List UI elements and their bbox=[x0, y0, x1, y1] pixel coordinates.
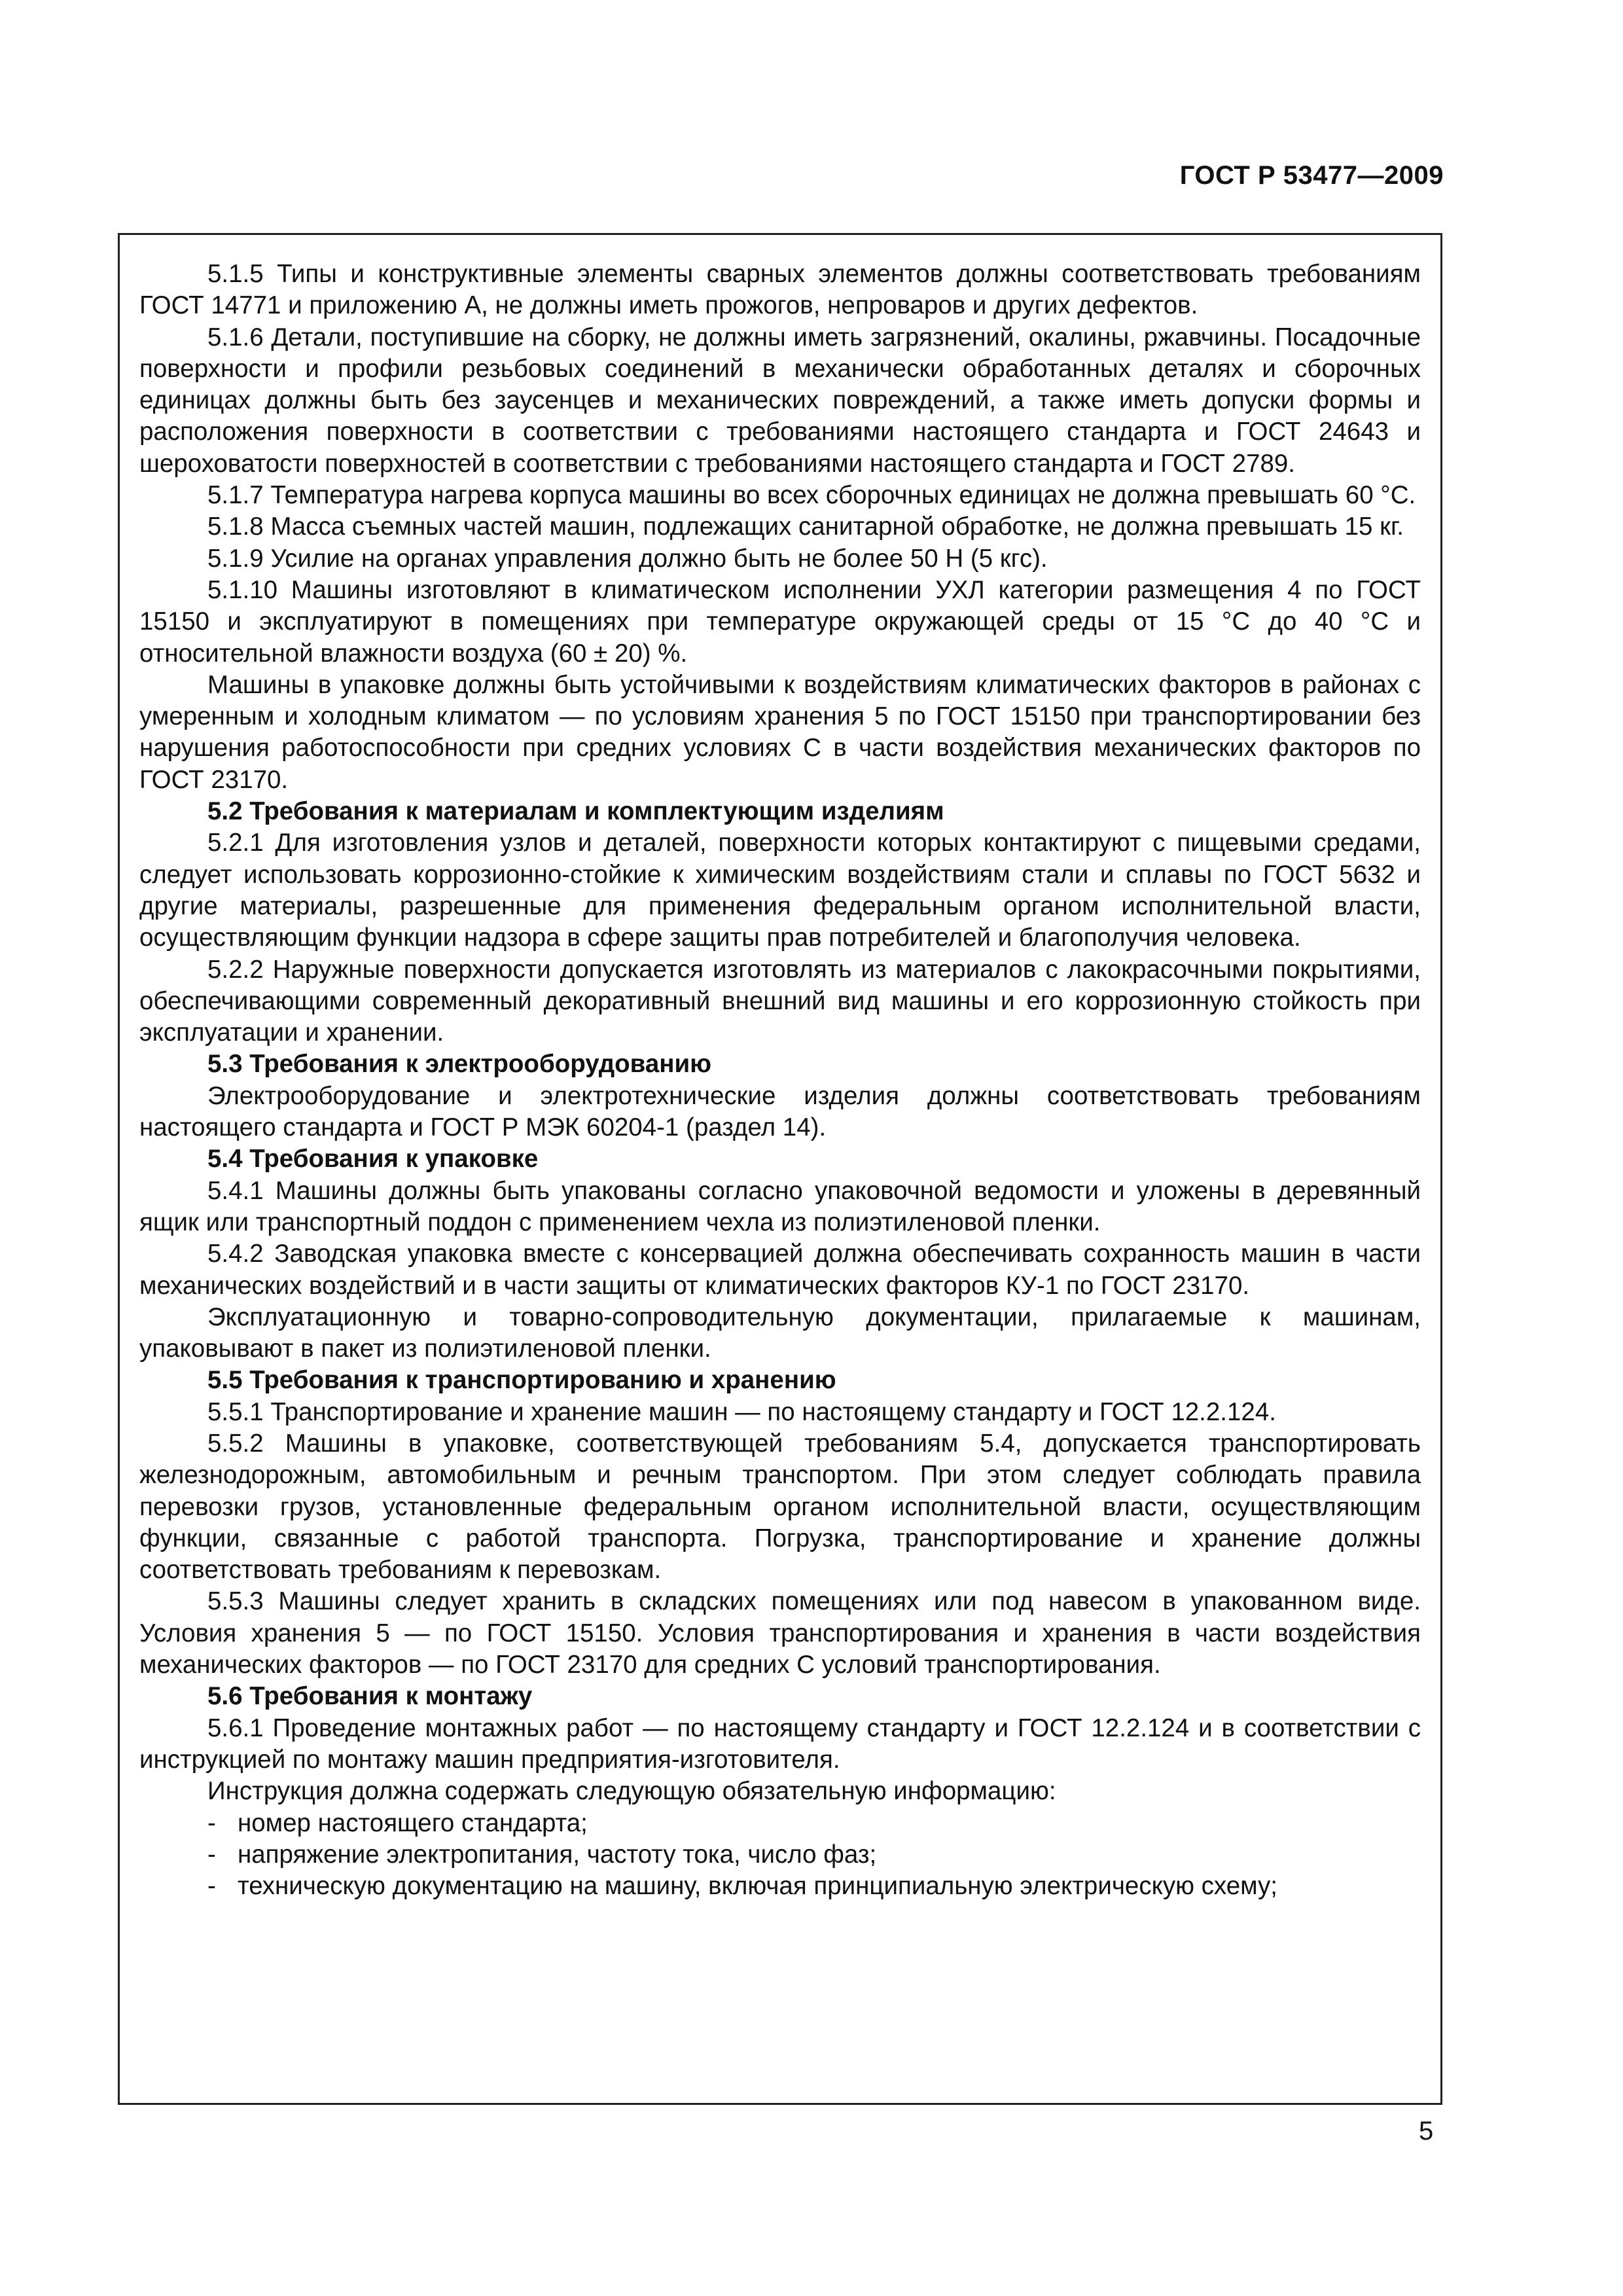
list-bullet: - bbox=[207, 1840, 216, 1869]
paragraph: Эксплуатационную и товарно-сопроводительную документации, прилагаемые к машинам, упаковывают в пакет из полиэтиленовой пленки. bbox=[139, 1302, 1421, 1363]
paragraph: 5.1.7 Температура нагрева корпуса машины во всех сборочных единицах не должна превышать 60 °С. bbox=[207, 481, 1416, 510]
paragraph: 5.4.1 Машины должны быть упакованы согласно упаковочной ведомости и уложены в деревянный ящик или транспортный поддон с применением чехла из полиэтиленовой пленки. bbox=[139, 1176, 1421, 1236]
list-item bbox=[139, 1839, 1421, 1871]
paragraph: 5.2.1 Для изготовления узлов и деталей, поверхности которых контактируют с пищевыми средами, следует использовать коррозионно-стойкие к химическим воздействиям стали и сплавы по ГОСТ 5632 и другие материалы, разрешенные для применения федеральным органом исполнительной власти, осуществляющим функции надзора в сфере защиты прав потребителей и благополучия человека. bbox=[139, 829, 1421, 952]
paragraph: 5.5.2 Машины в упаковке, соответствующей требованиям 5.4, допускается транспортировать железнодорожным, автомобильным и речным транспортом. При этом следует соблюдать правила перевозки грузов, установленные федеральным органом исполнительной власти, осуществляющим функции, связанные с работой транспорта. Погрузка, транспортирование и хранение должны соответствовать требованиям к перевозкам. bbox=[139, 1429, 1421, 1585]
section-heading: 5.4 Требования к упаковке bbox=[207, 1145, 539, 1174]
list-item-text: напряжение электропитания, частоту тока, число фаз; bbox=[238, 1840, 877, 1869]
document-code: ГОСТ Р 53477—2009 bbox=[1179, 161, 1444, 190]
paragraph: 5.4.2 Заводская упаковка вместе с консервацией должна обеспечивать сохранность машин в части механических воздействий и в части защиты от климатических факторов КУ-1 по ГОСТ 23170. bbox=[139, 1240, 1421, 1300]
list-item bbox=[139, 1808, 1421, 1839]
paragraph: 5.5.3 Машины следует хранить в складских помещениях или под навесом в упакованном виде. Условия хранения 5 — по ГОСТ 15150. Условия транспортирования и хранения в части воздействия механических факторов — по ГОСТ 23170 для средних С условий транспортирования. bbox=[139, 1587, 1421, 1679]
list-item-text: техническую документацию на машину, включая принципиальную электрическую схему; bbox=[238, 1872, 1277, 1901]
section-heading: 5.2 Требования к материалам и комплектующим изделиям bbox=[207, 797, 944, 826]
paragraph: 5.2.2 Наружные поверхности допускается изготовлять из материалов с лакокрасочными покрытиями, обеспечивающими современный декоративный внешний вид машины и его коррозионную стойкость при эксплуатации и хранении. bbox=[139, 955, 1421, 1047]
list-bullet: - bbox=[207, 1872, 216, 1901]
content-frame bbox=[118, 233, 1442, 2105]
paragraph: 5.1.9 Усилие на органах управления должно быть не более 50 Н (5 кгс). bbox=[207, 544, 1048, 573]
paragraph: 5.6.1 Проведение монтажных работ — по настоящему стандарту и ГОСТ 12.2.124 и в соответствии с инструкцией по монтажу машин предприятия-изготовителя. bbox=[139, 1713, 1421, 1774]
paragraph: 5.1.8 Масса съемных частей машин, подлежащих санитарной обработке, не должна превышать 15 кг. bbox=[207, 512, 1404, 541]
requirements-list bbox=[139, 1808, 1421, 1903]
list-item bbox=[139, 1871, 1421, 1902]
paragraph: Машины в упаковке должны быть устойчивыми к воздействиям климатических факторов в районах с умеренным и холодным климатом — по условиям хранения 5 по ГОСТ 15150 при транспортировании без нарушения работоспособности при средних условиях С в части воздействия механических факторов по ГОСТ 23170. bbox=[139, 670, 1421, 794]
section-heading: 5.5 Требования к транспортированию и хранению bbox=[207, 1366, 836, 1395]
list-item-text: номер настоящего стандарта; bbox=[238, 1808, 588, 1837]
paragraph: 5.1.5 Типы и конструктивные элементы сварных элементов должны соответствовать требованиям ГОСТ 14771 и приложению А, не должны иметь прожогов, непроваров и других дефектов. bbox=[139, 260, 1421, 320]
paragraph: Электрооборудование и электротехнические изделия должны соответствовать требованиям настоящего стандарта и ГОСТ Р МЭК 60204-1 (раздел 14). bbox=[139, 1081, 1421, 1142]
page-number: 5 bbox=[1419, 2117, 1434, 2145]
paragraph: 5.1.6 Детали, поступившие на сборку, не должны иметь загрязнений, окалины, ржавчины. Посадочные поверхности и профили резьбовых соединений в механически обработанных деталях и сборочных единицах должны быть без заусенцев и механических повреждений, а также иметь допуски формы и расположения поверхности в соответствии с требованиями настоящего стандарта и ГОСТ 24643 и шероховатости поверхностей в соответствии с требованиями настоящего стандарта и ГОСТ 2789. bbox=[139, 323, 1421, 478]
paragraph: 5.5.1 Транспортирование и хранение машин — по настоящему стандарту и ГОСТ 12.2.124. bbox=[207, 1397, 1276, 1426]
paragraph-list bbox=[139, 259, 1421, 1808]
section-heading: 5.6 Требования к монтажу bbox=[207, 1682, 533, 1711]
section-heading: 5.3 Требования к электрооборудованию bbox=[207, 1050, 712, 1079]
paragraph: Инструкция должна содержать следующую обязательную информацию: bbox=[207, 1777, 1056, 1806]
list-bullet: - bbox=[207, 1808, 216, 1837]
paragraph: 5.1.10 Машины изготовляют в климатическом исполнении УХЛ категории размещения 4 по ГОСТ 15150 и эксплуатируют в помещениях при температуре окружающей среды от 15 °С до 40 °С и относительной влажности воздуха (60 ± 20) %. bbox=[139, 575, 1421, 668]
